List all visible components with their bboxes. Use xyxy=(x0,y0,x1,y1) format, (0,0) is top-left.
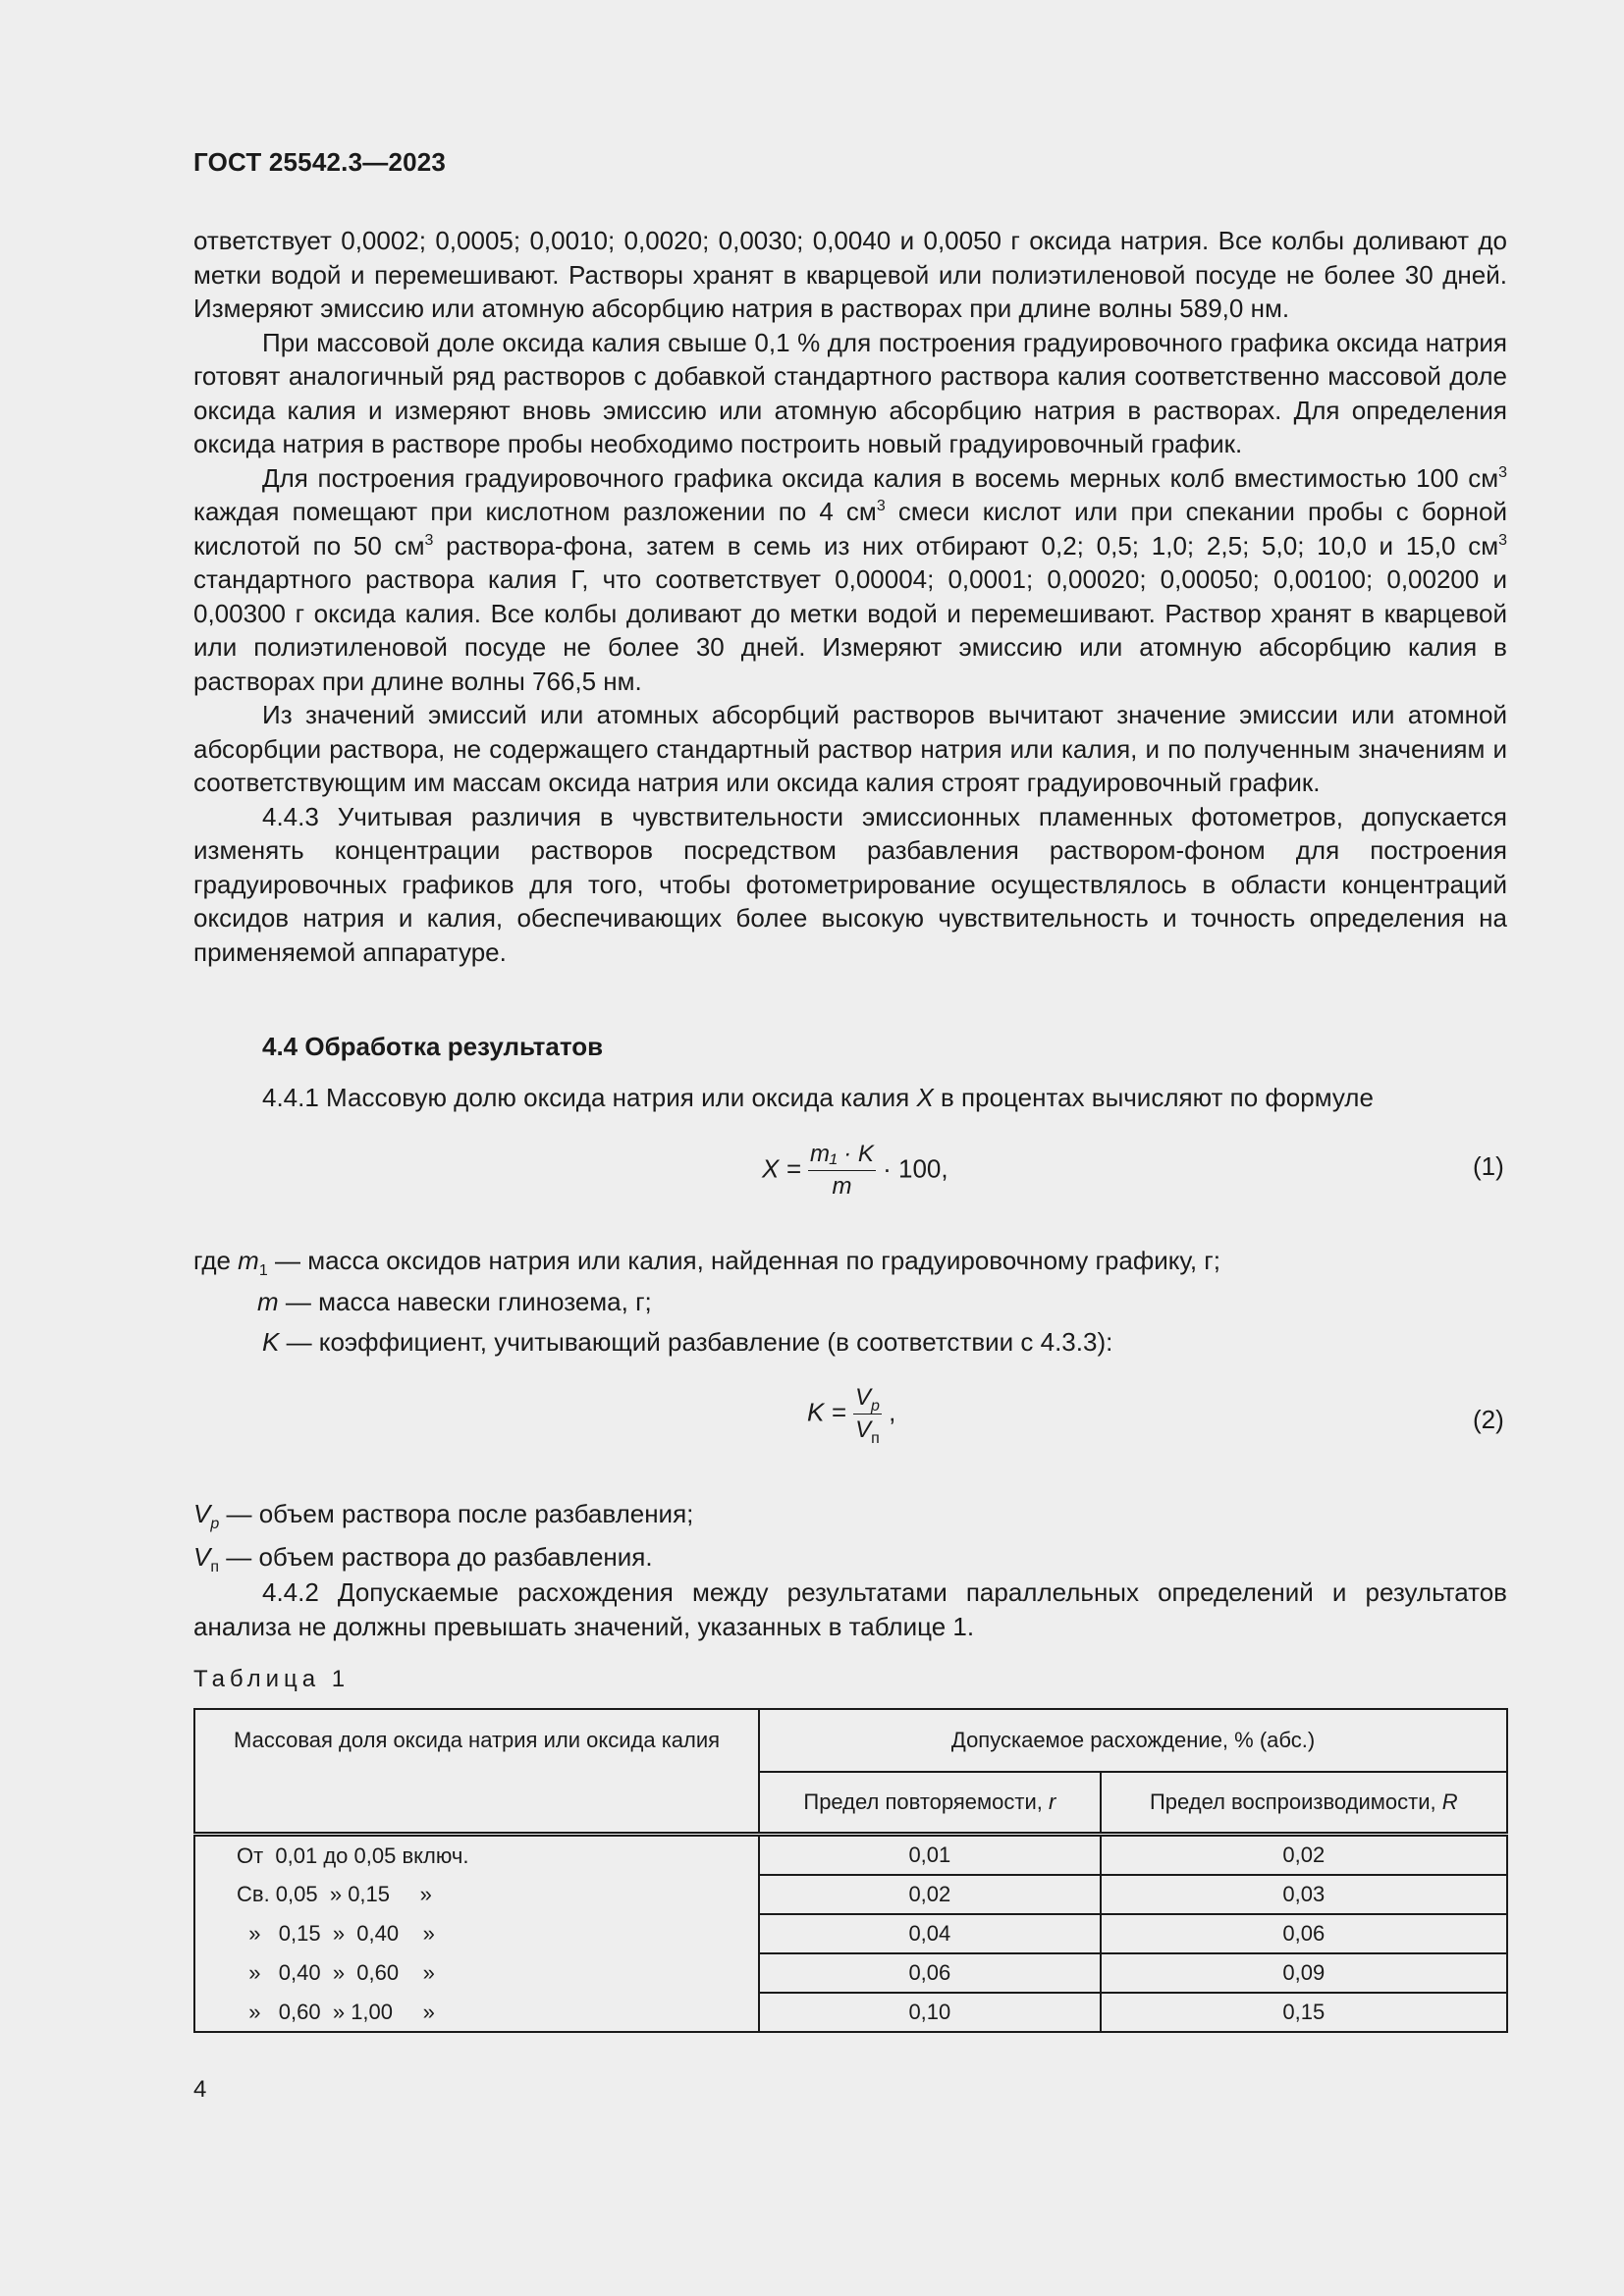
definition-text: — масса навески глинозема, г; xyxy=(278,1287,652,1316)
paragraph-text: каждая помещают при кислотном разложении по 4 см xyxy=(193,497,877,526)
formula-rhs: · 100, xyxy=(883,1153,948,1184)
repeatability-cell: 0,10 xyxy=(759,1993,1100,2032)
fraction-numerator xyxy=(853,1382,882,1415)
definition-text: — коэффициент, учитывающий разбавление (в соответствии с 4.3.3): xyxy=(279,1327,1113,1357)
paragraph-text: Для построения градуировочного графика оксида калия в восемь мерных колб вместимостью 100 см xyxy=(262,462,1499,493)
paragraph: 4.4.2 Допускаемые расхождения между результатами параллельных определений и результатов анализа не должны превышать значений, указанных в таблице 1. xyxy=(193,1577,1507,1641)
formula-lhs: K = xyxy=(807,1397,846,1427)
table-row xyxy=(194,1835,1507,1876)
variable-vn: V xyxy=(193,1542,211,1572)
variable-x: X xyxy=(916,1083,934,1112)
repeatability-cell: 0,01 xyxy=(759,1835,1100,1876)
table-header-row xyxy=(194,1709,1507,1772)
page-number: 4 xyxy=(193,2076,207,2103)
definition-text: — объем раствора после разбавления; xyxy=(219,1499,694,1528)
fraction xyxy=(853,1382,882,1446)
where-label: где xyxy=(193,1246,239,1275)
paragraph: 4.4.3 Учитывая различия в чувствительности эмиссионных пламенных фотометров, допускается изменять концентрации растворов посредством разбавления раствором-фоном для построения градуировочных графиков для того, чтобы фотометрирование осуществлялось в области концентраций оксидов натрия и калия, обеспечивающих более высокую чувствительность и точность определения на применяемой аппаратуре. xyxy=(193,801,1507,967)
paragraph-text: стандартного раствора калия Г, что соответствует 0,00004; 0,0001; 0,00020; 0,00050; 0,00100; 0,00200 и 0,00300 г оксида калия. Все колбы доливают до метки водой и перемешивают. Раствор хранят в кварцевой или полиэтиленовой посуде не более 30 дней. Измеряют эмиссию или атомную абсорбцию калия в растворах при длине волны 766,5 нм. xyxy=(193,564,1507,696)
column-header-reproducibility xyxy=(1101,1772,1507,1835)
where-vn xyxy=(193,1542,653,1573)
clause-text: в процентах вычисляют по формуле xyxy=(933,1083,1374,1112)
paragraph-text: раствора-фона, затем в семь из них отбирают 0,2; 0,5; 1,0; 2,5; 5,0; 10,0 и 15,0 см xyxy=(433,530,1499,561)
subscript: п xyxy=(210,1559,220,1575)
paragraph xyxy=(193,461,1507,699)
superscript: 3 xyxy=(1498,531,1507,549)
reproducibility-cell: 0,02 xyxy=(1101,1835,1507,1876)
equation-number: (1) xyxy=(1473,1151,1504,1181)
subscript: 1 xyxy=(258,1262,268,1279)
fraction-denominator: m xyxy=(832,1173,852,1200)
subscript: п xyxy=(871,1430,880,1447)
table-row xyxy=(194,1993,1507,2032)
fraction xyxy=(808,1139,876,1202)
paragraph-text: смеси кислот или при спекании пробы с борной кислотой по 50 см xyxy=(193,497,1508,561)
column-group-header: Допускаемое расхождение, % (абс.) xyxy=(759,1709,1507,1772)
variable-m1: m xyxy=(238,1246,259,1275)
header-text: Предел повторяемости, xyxy=(803,1789,1049,1814)
variable-k: K xyxy=(262,1327,280,1357)
range-cell: » 0,15 » 0,40 » xyxy=(194,1914,759,1953)
where-vp xyxy=(193,1499,694,1532)
variable-v: V xyxy=(854,1384,871,1411)
formula-lhs: X = xyxy=(762,1153,801,1184)
fraction-numerator: m₁ · K xyxy=(808,1139,876,1171)
reproducibility-cell: 0,03 xyxy=(1101,1875,1507,1914)
where-m1 xyxy=(193,1246,1220,1279)
definition-text: — объем раствора до разбавления. xyxy=(219,1542,653,1572)
repeatability-cell: 0,02 xyxy=(759,1875,1100,1914)
formula-1 xyxy=(762,1139,948,1202)
where-m xyxy=(257,1287,652,1317)
fraction-denominator xyxy=(853,1415,882,1446)
superscript: 3 xyxy=(876,498,886,514)
variable-r: r xyxy=(1048,1789,1056,1814)
table-caption: Таблица 1 xyxy=(193,1666,351,1692)
document-header: ГОСТ 25542.3—2023 xyxy=(193,147,447,177)
subscript: p xyxy=(871,1398,880,1415)
variable-v: V xyxy=(855,1416,872,1443)
equation-number: (2) xyxy=(1473,1405,1504,1434)
reproducibility-cell: 0,15 xyxy=(1101,1993,1507,2032)
superscript: 3 xyxy=(424,531,434,549)
table-row xyxy=(194,1875,1507,1914)
paragraph: ответствует 0,0002; 0,0005; 0,0010; 0,0020; 0,0030; 0,0040 и 0,0050 г оксида натрия. Все колбы доливают до метки водой и перемешивают. Растворы хранят в кварцевой или полиэтиленовой посуде не более 30 дней. Измеряют эмиссию или атомную абсорбцию натрия в растворах при длине волны 589,0 нм. xyxy=(193,226,1507,323)
clause-4-4-2 xyxy=(193,1575,1507,1643)
where-k xyxy=(262,1327,1112,1358)
clause-4-4-1 xyxy=(262,1083,1374,1113)
variable-vp: V xyxy=(193,1499,211,1528)
clause-text: 4.4.1 Массовую долю оксида натрия или оксида калия xyxy=(262,1083,917,1112)
results-table xyxy=(193,1708,1508,2033)
superscript: 3 xyxy=(1498,463,1507,481)
definition-text: — масса оксидов натрия или калия, найденная по градуировочному графику, г; xyxy=(267,1246,1220,1275)
range-cell: » 0,60 » 1,00 » xyxy=(194,1993,759,2032)
paragraph: При массовой доле оксида калия свыше 0,1 % для построения градуировочного графика оксида натрия готовят аналогичный ряд растворов с добавкой стандартного раствора калия соответственно массовой доле оксида калия и измеряют вновь эмиссию или атомную абсорбцию натрия в растворах. Для определения оксида натрия в растворе пробы необходимо построить новый градуировочный график. xyxy=(193,327,1507,458)
formula-2 xyxy=(807,1382,895,1446)
column-header-mass-fraction: Массовая доля оксида натрия или оксида калия xyxy=(194,1709,759,1835)
repeatability-cell: 0,06 xyxy=(759,1953,1100,1993)
reproducibility-cell: 0,06 xyxy=(1101,1914,1507,1953)
variable-m: m xyxy=(257,1287,279,1316)
column-header-repeatability xyxy=(759,1772,1100,1835)
variable-R: R xyxy=(1441,1789,1458,1814)
header-text: Предел воспроизводимости, xyxy=(1149,1789,1442,1814)
table-row xyxy=(194,1953,1507,1993)
subscript: p xyxy=(210,1516,220,1532)
range-cell: Св. 0,05 » 0,15 » xyxy=(194,1875,759,1914)
range-cell: От 0,01 до 0,05 включ. xyxy=(194,1835,759,1876)
main-text xyxy=(193,224,1507,969)
range-cell: » 0,40 » 0,60 » xyxy=(194,1953,759,1993)
reproducibility-cell: 0,09 xyxy=(1101,1953,1507,1993)
formula-rhs: , xyxy=(889,1397,896,1427)
paragraph: Из значений эмиссий или атомных абсорбций растворов вычитают значение эмиссии или атомной абсорбции раствора, не содержащего стандартный раствор натрия или калия, и по полученным значениям и соответствующим им массам оксида натрия или оксида калия строят градуировочный график. xyxy=(193,700,1507,797)
repeatability-cell: 0,04 xyxy=(759,1914,1100,1953)
section-title: 4.4 Обработка результатов xyxy=(262,1032,604,1061)
table-row xyxy=(194,1914,1507,1953)
